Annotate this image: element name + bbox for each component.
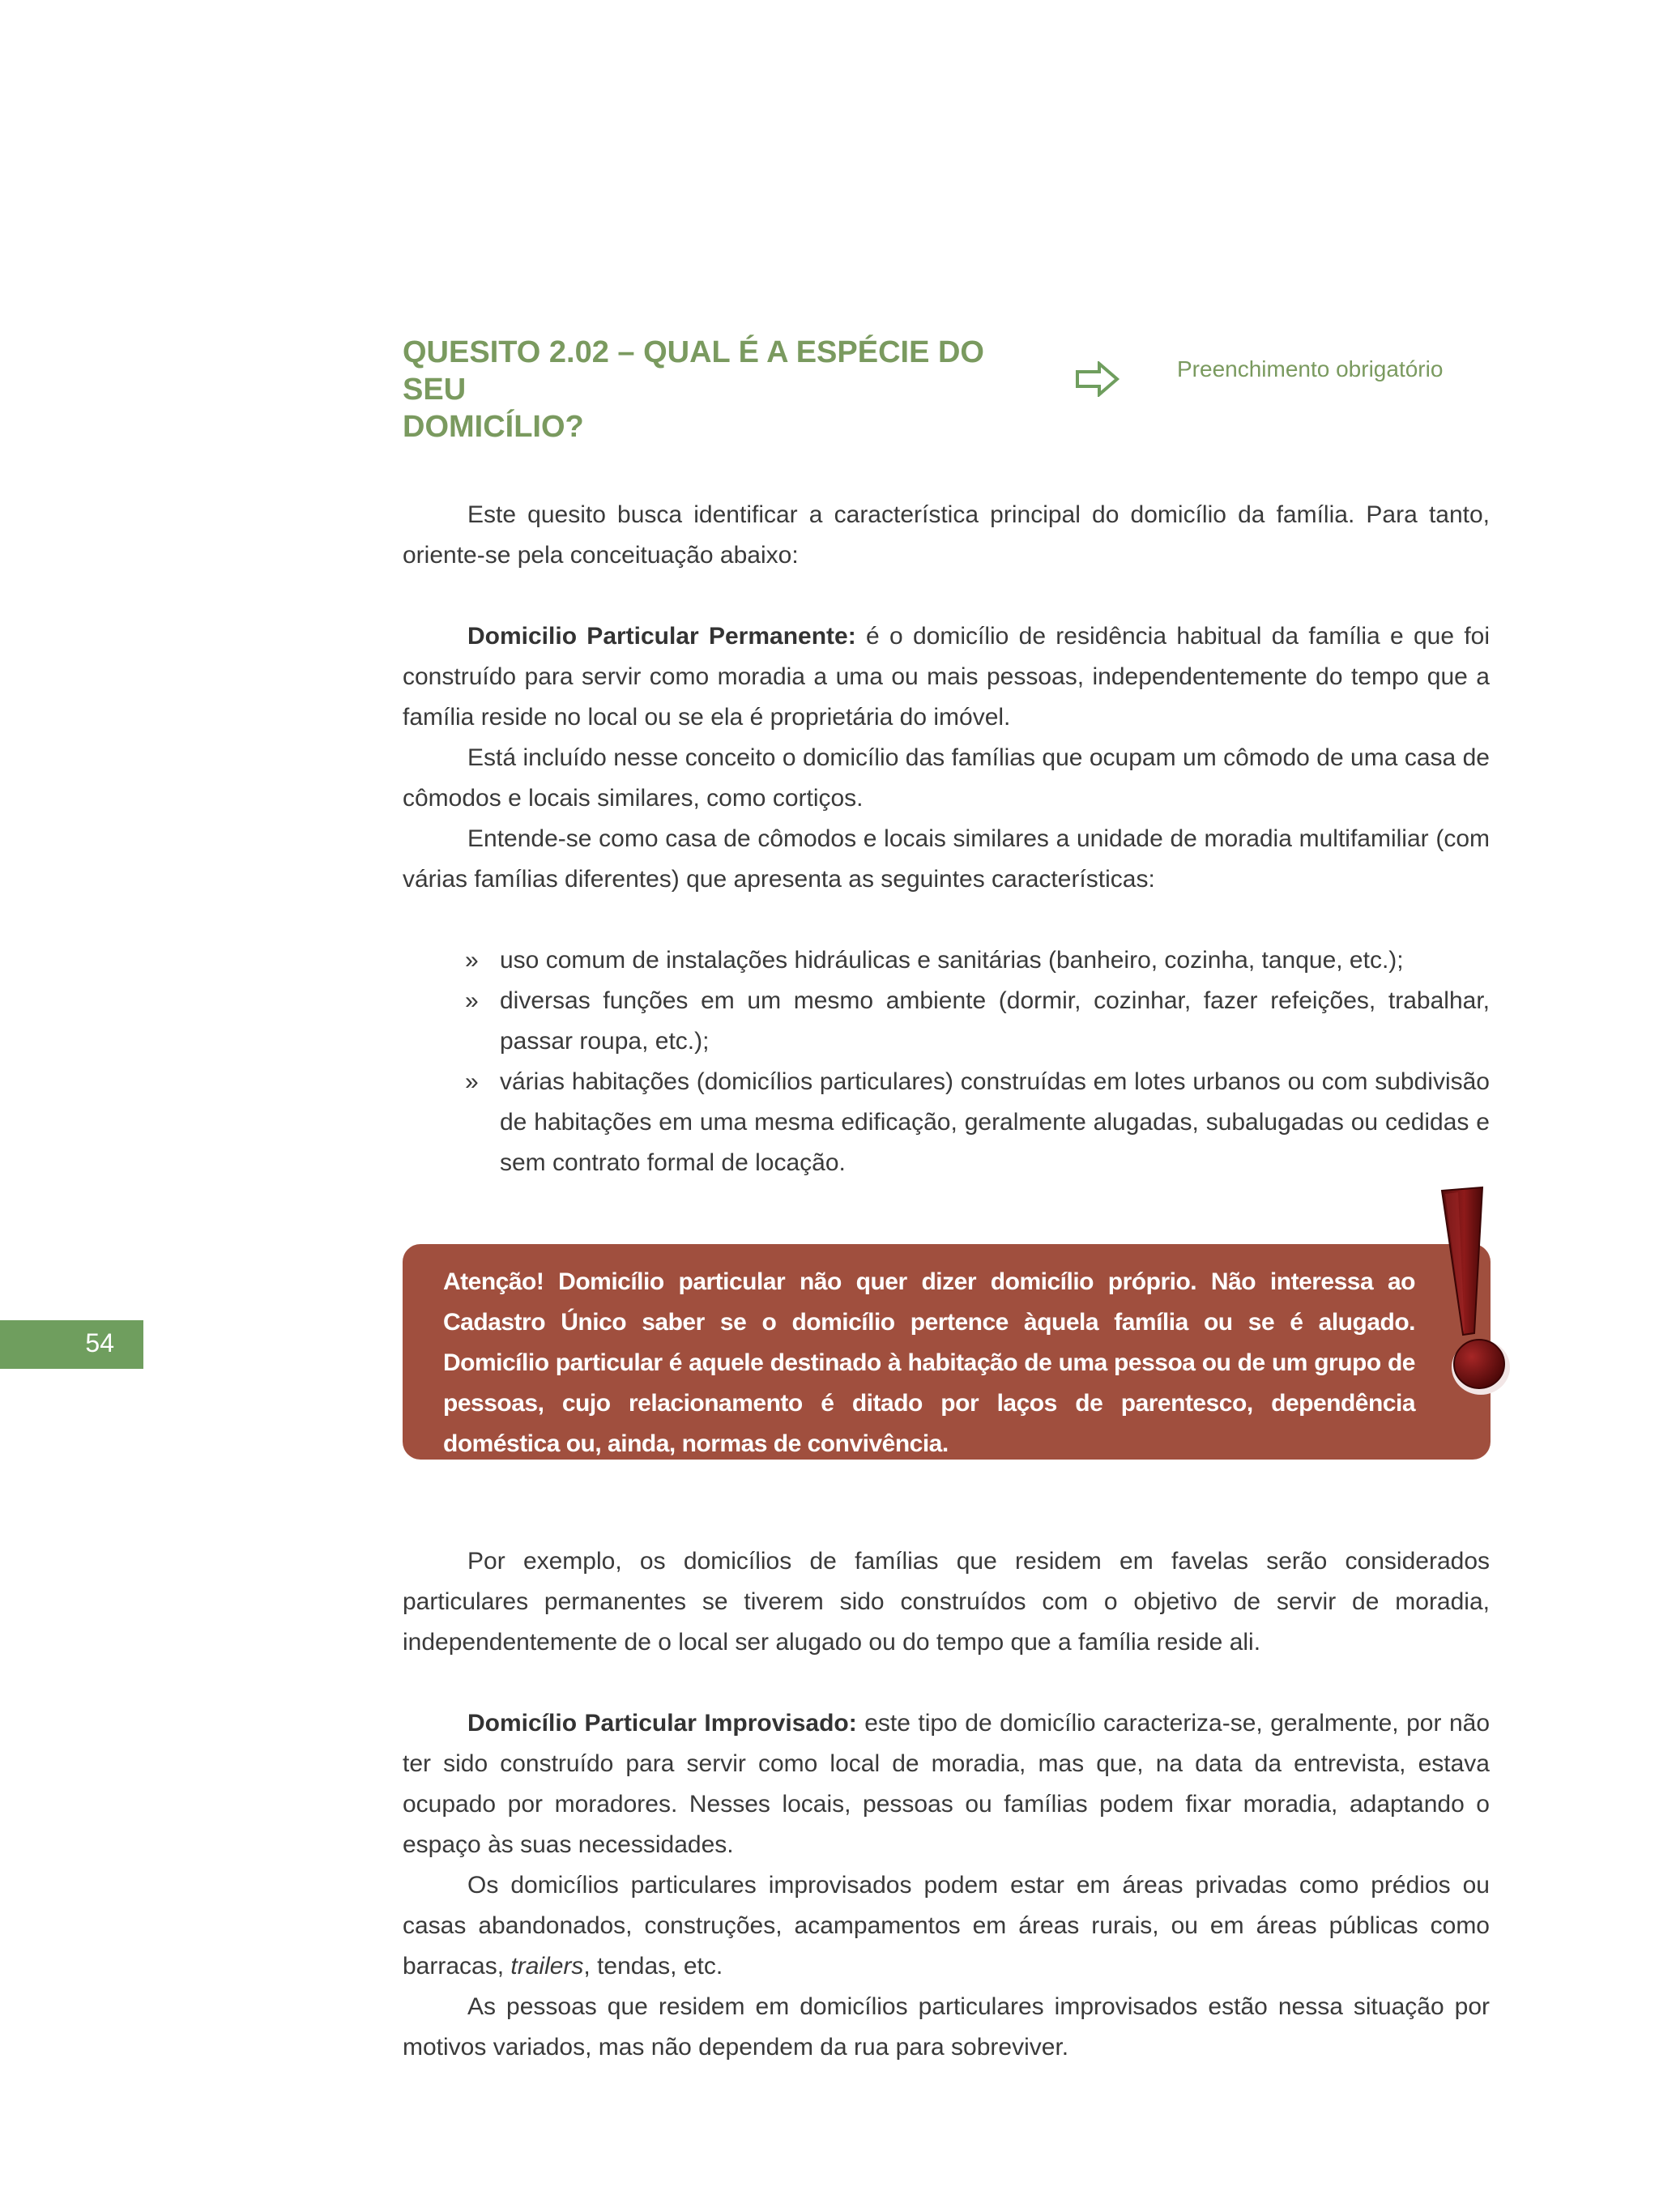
- arrow-right-outline-icon: [1075, 361, 1120, 397]
- page-title: [403, 334, 1051, 445]
- page-title-line-2: DOMICÍLIO?: [403, 410, 584, 444]
- required-label: Preenchimento obrigatório: [1177, 356, 1444, 381]
- upper-section: [403, 495, 1490, 1183]
- list-item: » uso comum de instalações hidráulicas e sanitárias (banheiro, cozinha, tanque, etc.);: [403, 940, 1490, 981]
- improvisado-definition: este tipo de domicílio caracteriza-se, geralmente, por não ter sido construído para servir como local de moradia, mas que, na data da entrevista, estava ocupado por moradores. Nesses locais, pessoas ou famílias podem fixar moradia, adaptando o espaço às suas necessidades.: [403, 1710, 1490, 1858]
- list-item: » diversas funções em um mesmo ambiente (dormir, cozinhar, fazer refeições, trabalhar, passar roupa, etc.);: [403, 981, 1490, 1062]
- callout-text: Atenção! Domicílio particular não quer dizer domicílio próprio. Não interessa ao Cadastro Único saber se o domicílio pertence àquela família ou se é alugado. Domicílio particular é aquele destinado à habitação de uma pessoa ou de um grupo de pessoas, cujo relacionamento é ditado por laços de parentesco, dependência doméstica ou, ainda, normas de convivência.: [443, 1268, 1415, 1457]
- lower-section: [403, 1541, 1490, 2068]
- bullet-marker: »: [465, 987, 479, 1014]
- example-paragraph: Por exemplo, os domicílios de famílias que residem em favelas serão considerados particulares permanentes se tiverem sido construídos com o objetivo de servir de moradia, independentemente de o local ser alugado ou do tempo que a família reside ali.: [403, 1548, 1490, 1656]
- improvisado-paragraph-2: Os domicílios particulares improvisados podem estar em áreas privadas como prédios ou casas abandonados, construções, acampamentos em áreas rurais, ou em áreas públicas como barracas, trailers, tendas, etc.: [403, 1872, 1490, 1980]
- trailers-italic: trailers: [510, 1953, 584, 1980]
- characteristics-list: [403, 940, 1490, 1183]
- page-number: 54: [85, 1328, 114, 1357]
- permanente-paragraph-3: Entende-se como casa de cômodos e locais similares a unidade de moradia multifamiliar (com várias famílias diferentes) que apresenta as seguintes características:: [403, 825, 1490, 893]
- bullet-marker: »: [465, 947, 479, 974]
- improvisado-paragraph: [403, 1703, 1490, 1865]
- permanente-paragraph: [403, 616, 1490, 738]
- exclamation-mark-icon: [1434, 1186, 1515, 1404]
- page-number-tab: [0, 1320, 143, 1369]
- improvisado-paragraph-3: As pessoas que residem em domicílios particulares improvisados estão nessa situação por motivos variados, mas não dependem da rua para sobreviver.: [403, 1993, 1490, 2061]
- bullet-marker: »: [465, 1068, 479, 1095]
- permanente-term: Domicilio Particular Permanente:: [467, 623, 856, 650]
- list-item: » várias habitações (domicílios particulares) construídas em lotes urbanos ou com subdivisão de habitações em uma mesma edificação, geralmente alugadas, subalugadas ou cedidas e sem contrato formal de locação.: [403, 1062, 1490, 1183]
- intro-paragraph: Este quesito busca identificar a característica principal do domicílio da família. Para tanto, oriente-se pela conceituação abaixo:: [403, 501, 1490, 569]
- attention-callout: [403, 1244, 1491, 1460]
- permanente-definition: é o domicílio de residência habitual da família e que foi construído para servir como moradia a uma ou mais pessoas, independentemente do tempo que a família reside no local ou se ela é proprietária do imóvel.: [403, 623, 1491, 731]
- page-title-line-1: QUESITO 2.02 – QUAL É A ESPÉCIE DO SEU: [403, 335, 984, 407]
- improvisado-term: Domicílio Particular Improvisado:: [467, 1710, 857, 1737]
- permanente-paragraph-2: Está incluído nesse conceito o domicílio das famílias que ocupam um cômodo de uma casa de cômodos e locais similares, como cortiços.: [403, 744, 1490, 812]
